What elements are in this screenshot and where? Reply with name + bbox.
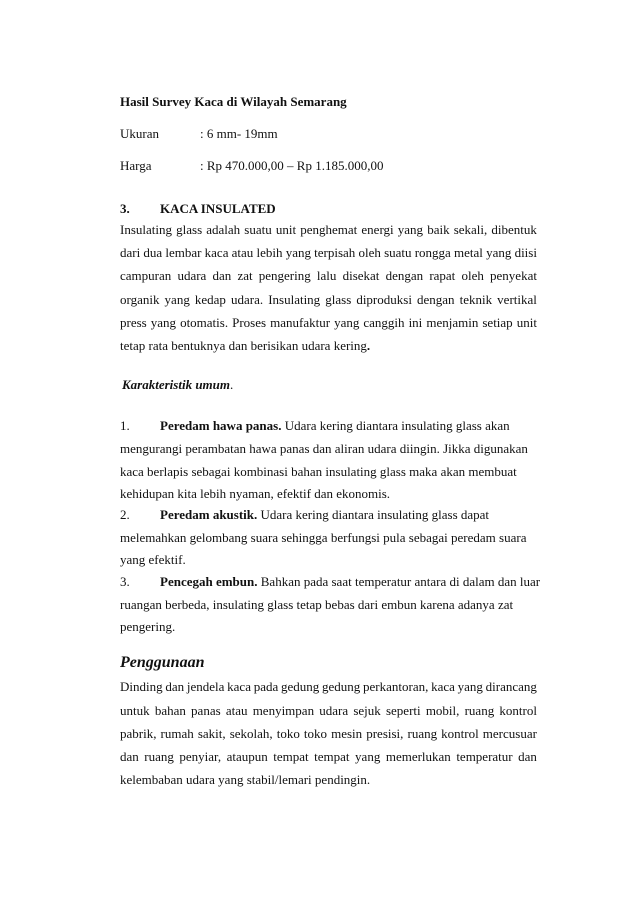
list-item-title: Peredam akustik. bbox=[160, 507, 258, 522]
paragraph-line: dari dua lembar kaca atau lebih yang terpisah oleh suatu rongga metal yang diisi bbox=[120, 245, 537, 260]
karakteristik-title: Karakteristik umum bbox=[122, 377, 230, 392]
penggunaan-line: Dinding dan jendela kaca pada gedung gedung perkantoran, kaca yang dirancang bbox=[120, 679, 537, 694]
paragraph-line: press yang otomatis. Proses manufaktur yang canggih ini menjamin setiap unit bbox=[120, 315, 537, 330]
price-row bbox=[120, 158, 383, 174]
list-item-line: kehidupan kita lebih nyaman, efektif dan ekonomis. bbox=[120, 486, 391, 501]
list-item-text: Udara kering diantara insulating glass dapat bbox=[257, 507, 490, 522]
karakteristik-dot: . bbox=[230, 377, 234, 392]
size-value: : 6 mm- 19mm bbox=[200, 126, 278, 141]
list-item-title: Peredam hawa panas. bbox=[160, 418, 282, 433]
price-label: Harga bbox=[120, 158, 152, 173]
list-item-line: melemahkan gelombang suara sehingga berfungsi pula sebagai peredam suara bbox=[120, 530, 527, 545]
section-number: 3. bbox=[120, 201, 130, 216]
paragraph-line: campuran udara dan zat pengering lalu disekat dengan rapat oleh penyekat bbox=[120, 268, 537, 283]
karakteristik-heading bbox=[122, 377, 233, 393]
penggunaan-heading: Penggunaan bbox=[120, 654, 205, 671]
penggunaan-line: untuk bahan panas atau menyimpan udara sejuk seperti mobil, ruang kontrol bbox=[120, 703, 537, 718]
list-item-title: Pencegah embun. bbox=[160, 574, 258, 589]
penggunaan-line: kelembaban udara yang stabil/lemari pendingin. bbox=[120, 772, 371, 787]
list-item-line: ruangan berbeda, insulating glass tetap bebas dari embun karena adanya zat bbox=[120, 597, 514, 612]
list-item-text: Bahkan pada saat temperatur antara di dalam dan luar bbox=[257, 574, 541, 589]
paragraph-last-line bbox=[120, 338, 370, 354]
list-item-line: yang efektif. bbox=[120, 552, 186, 567]
paragraph-text: tetap rata bentuknya dan berisikan udara kering bbox=[120, 338, 367, 353]
list-item-line: mengurangi perambatan hawa panas dan aliran udara diingin. Jikka digunakan bbox=[120, 441, 528, 456]
list-item-line: kaca berlapis sebagai kombinasi bahan insulating glass maka akan membuat bbox=[120, 464, 517, 479]
list-item bbox=[120, 574, 540, 590]
list-item-number: 3. bbox=[120, 574, 130, 589]
size-label: Ukuran bbox=[120, 126, 159, 141]
list-item bbox=[120, 507, 489, 523]
list-item-number: 2. bbox=[120, 507, 130, 522]
penggunaan-line: dan ruang penyiar, ataupun tempat tempat yang memerlukan temperatur dan bbox=[120, 749, 537, 764]
survey-title: Hasil Survey Kaca di Wilayah Semarang bbox=[120, 94, 347, 109]
paragraph-line: organik yang kedap udara. Insulating glass diproduksi dengan teknik vertikal bbox=[120, 292, 537, 307]
paragraph-line: Insulating glass adalah suatu unit penghemat energi yang baik sekali, dibentuk bbox=[120, 222, 537, 237]
penggunaan-line: pabrik, rumah sakit, sekolah, toko toko mesin presisi, ruang kontrol mercusuar bbox=[120, 726, 537, 741]
list-item-line: pengering. bbox=[120, 619, 176, 634]
size-row bbox=[120, 126, 278, 142]
paragraph-end-dot: . bbox=[366, 338, 371, 353]
list-item-number: 1. bbox=[120, 418, 130, 433]
list-item bbox=[120, 418, 510, 434]
section-title: KACA INSULATED bbox=[160, 201, 276, 216]
list-item-text: Udara kering diantara insulating glass akan bbox=[281, 418, 510, 433]
section-heading bbox=[120, 201, 276, 217]
price-value: : Rp 470.000,00 – Rp 1.185.000,00 bbox=[200, 158, 384, 173]
